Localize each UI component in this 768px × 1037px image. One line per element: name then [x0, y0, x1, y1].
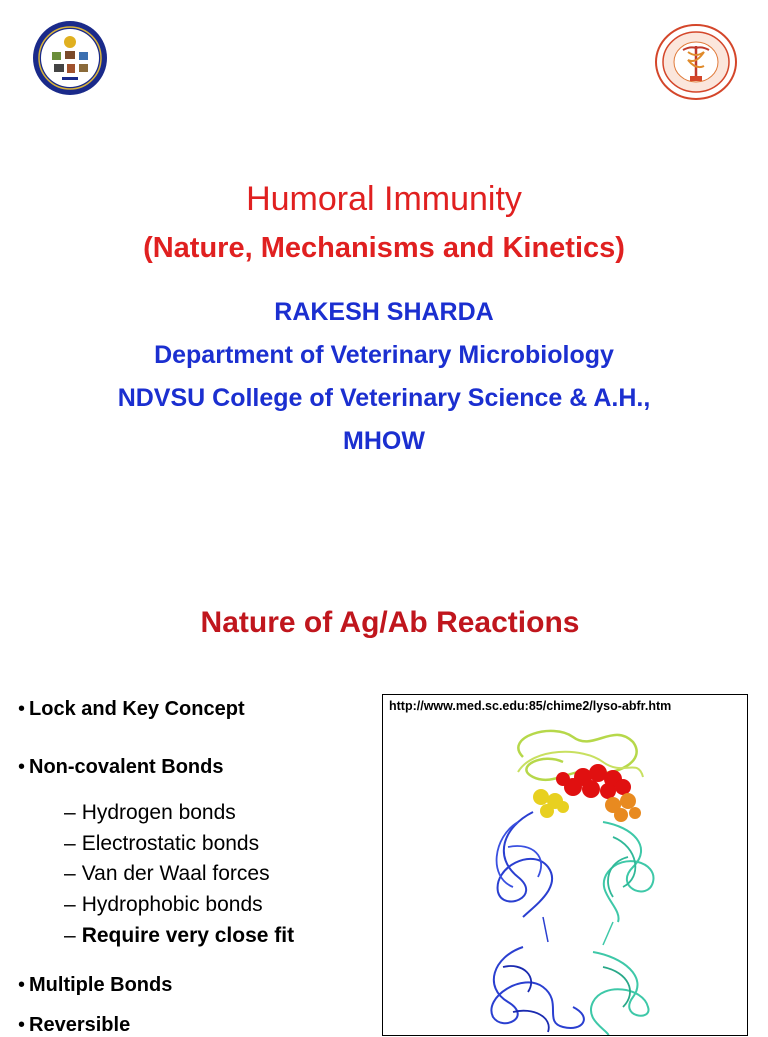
university-logo	[32, 20, 108, 96]
slide-heading: Nature of Ag/Ab Reactions	[200, 606, 580, 639]
sub-bullet-text: Hydrogen bonds	[81, 801, 236, 824]
bullet-item: • Non-covalent Bonds	[18, 756, 224, 778]
bullet-item: • Multiple Bonds	[18, 974, 173, 996]
city-name: MHOW	[343, 427, 425, 455]
author-name: RAKESH SHARDA	[274, 298, 494, 326]
college-logo	[655, 24, 737, 100]
sub-bullet-item: – Hydrophobic bonds	[64, 893, 263, 916]
college-name: NDVSU College of Veterinary Science & A.H.,	[117, 384, 651, 412]
figure-source-url: http://www.med.sc.edu:85/chime2/lyso-abfr.htm	[389, 699, 672, 713]
sub-bullet-text: Hydrophobic bonds	[81, 893, 263, 916]
sub-bullet-item: – Van der Waal forces	[64, 862, 270, 885]
sub-bullet-item: – Electrostatic bonds	[64, 832, 260, 855]
sub-bullet-item: – Require very close fit	[64, 924, 295, 947]
antibody-antigen-ribbon-image	[463, 717, 683, 1036]
sub-bullet-item: – Hydrogen bonds	[64, 801, 236, 824]
content-slide	[0, 570, 768, 1036]
presentation-title: Humoral Immunity	[246, 180, 522, 218]
bullet-text: Multiple Bonds	[29, 974, 173, 996]
presentation-subtitle: (Nature, Mechanisms and Kinetics)	[143, 232, 625, 264]
protein-structure-figure	[382, 694, 748, 1036]
sub-bullet-text: Electrostatic bonds	[81, 832, 260, 855]
bullet-text: Lock and Key Concept	[29, 698, 245, 720]
sub-bullet-text: Van der Waal forces	[81, 862, 270, 885]
bullet-text: Non-covalent Bonds	[29, 756, 224, 778]
bullet-text: Reversible	[29, 1014, 131, 1036]
bullet-item: • Reversible	[18, 1014, 131, 1036]
department-name: Department of Veterinary Microbiology	[154, 341, 614, 369]
bullet-item: • Lock and Key Concept	[18, 698, 245, 720]
sub-bullet-text: Require very close fit	[81, 924, 295, 947]
